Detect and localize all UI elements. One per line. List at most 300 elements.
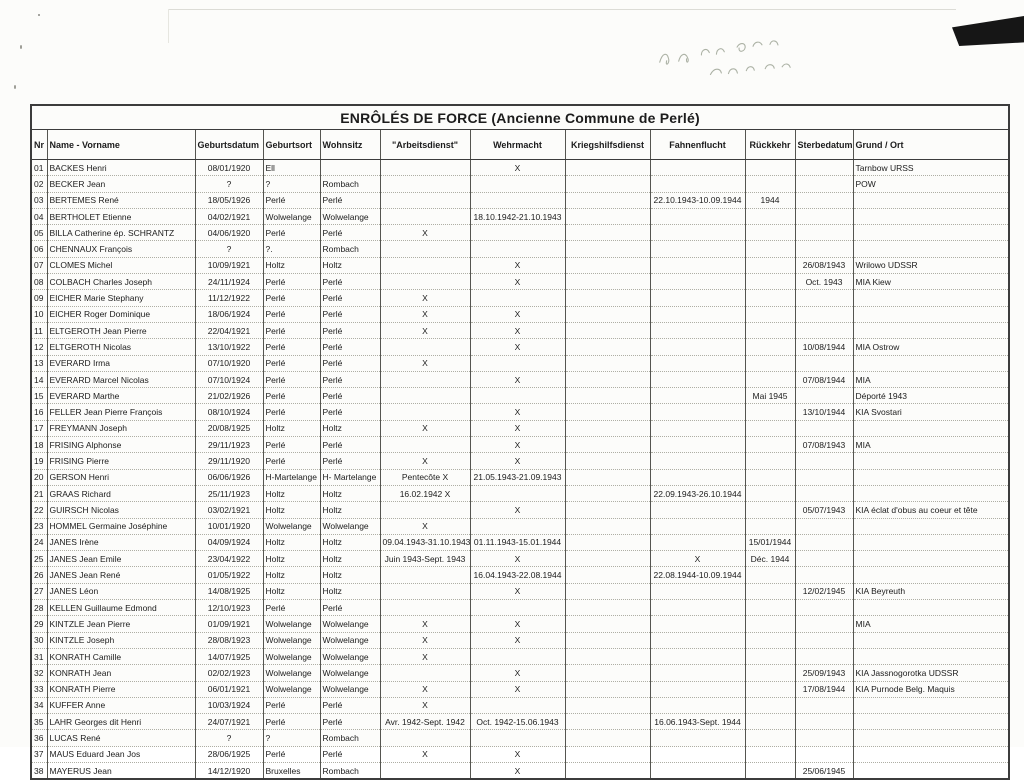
table-row bbox=[31, 306, 1009, 322]
table-cell bbox=[320, 160, 380, 176]
table-cell: HOMMEL Germaine Joséphine bbox=[47, 518, 195, 534]
table-cell: Holtz bbox=[320, 257, 380, 273]
table-cell bbox=[650, 241, 745, 257]
row-number-cell: 07 bbox=[31, 257, 47, 273]
table-cell: X bbox=[380, 616, 470, 632]
row-number-cell: 11 bbox=[31, 322, 47, 338]
row-number-cell: 34 bbox=[31, 697, 47, 713]
table-row bbox=[31, 485, 1009, 501]
column-header: Geburtsort bbox=[263, 130, 320, 160]
table-cell: 01/05/1922 bbox=[195, 567, 263, 583]
table-cell: KIA éclat d'obus au coeur et tête bbox=[853, 502, 1009, 518]
table-cell: H-Martelange bbox=[263, 469, 320, 485]
table-cell bbox=[745, 241, 795, 257]
table-cell bbox=[745, 160, 795, 176]
column-header: Grund / Ort bbox=[853, 130, 1009, 160]
table-cell: 12/10/1923 bbox=[195, 600, 263, 616]
table-cell: BILLA Catherine ép. SCHRANTZ bbox=[47, 225, 195, 241]
table-cell: Perlé bbox=[320, 746, 380, 762]
table-cell: 15/01/1944 bbox=[745, 534, 795, 550]
table-cell bbox=[795, 355, 853, 371]
column-header: Nr bbox=[31, 130, 47, 160]
table-cell: Holtz bbox=[320, 420, 380, 436]
table-cell bbox=[745, 648, 795, 664]
table-cell bbox=[795, 714, 853, 730]
table-cell: BECKER Jean bbox=[47, 176, 195, 192]
table-cell bbox=[853, 290, 1009, 306]
table-cell: 28/06/1925 bbox=[195, 746, 263, 762]
row-number-cell: 15 bbox=[31, 388, 47, 404]
table-cell bbox=[565, 632, 650, 648]
table-cell bbox=[795, 632, 853, 648]
table-cell bbox=[565, 306, 650, 322]
table-cell: ? bbox=[195, 176, 263, 192]
table-cell bbox=[745, 518, 795, 534]
table-cell: GERSON Henri bbox=[47, 469, 195, 485]
table-cell bbox=[795, 730, 853, 746]
table-cell: EICHER Marie Stephany bbox=[47, 290, 195, 306]
table-cell bbox=[380, 208, 470, 224]
table-cell bbox=[650, 648, 745, 664]
table-cell: Wolwelange bbox=[263, 632, 320, 648]
table-row bbox=[31, 192, 1009, 208]
table-cell: Bruxelles bbox=[263, 762, 320, 779]
table-cell bbox=[853, 192, 1009, 208]
table-cell bbox=[565, 274, 650, 290]
table-row bbox=[31, 567, 1009, 583]
table-cell: ?. bbox=[263, 241, 320, 257]
table-cell: 12/02/1945 bbox=[795, 583, 853, 599]
row-number-cell: 05 bbox=[31, 225, 47, 241]
table-cell: Wrilowo UDSSR bbox=[853, 257, 1009, 273]
table-row bbox=[31, 355, 1009, 371]
row-number-cell: 25 bbox=[31, 551, 47, 567]
table-row bbox=[31, 453, 1009, 469]
table-cell: EICHER Roger Dominique bbox=[47, 306, 195, 322]
table-cell: Perlé bbox=[320, 290, 380, 306]
table-cell: Holtz bbox=[320, 502, 380, 518]
row-number-cell: 26 bbox=[31, 567, 47, 583]
row-number-cell: 31 bbox=[31, 648, 47, 664]
table-cell: MIA Kiew bbox=[853, 274, 1009, 290]
table-cell: X bbox=[380, 697, 470, 713]
table-cell bbox=[380, 176, 470, 192]
table-cell: Déc. 1944 bbox=[745, 551, 795, 567]
table-cell: Rombach bbox=[320, 730, 380, 746]
table-cell: Perlé bbox=[263, 225, 320, 241]
table-cell: X bbox=[380, 518, 470, 534]
sheet-edge-line bbox=[168, 9, 169, 43]
page-title: ENRÔLÉS DE FORCE (Ancienne Commune de Perlé) bbox=[31, 105, 1009, 130]
table-cell bbox=[650, 518, 745, 534]
table-row bbox=[31, 160, 1009, 176]
table-cell: 10/03/1924 bbox=[195, 697, 263, 713]
row-number-cell: 33 bbox=[31, 681, 47, 697]
table-cell bbox=[795, 616, 853, 632]
table-row bbox=[31, 371, 1009, 387]
table-cell: 22/04/1921 bbox=[195, 322, 263, 338]
table-row bbox=[31, 551, 1009, 567]
table-cell bbox=[650, 274, 745, 290]
table-cell: Perlé bbox=[320, 404, 380, 420]
table-cell: Holtz bbox=[320, 551, 380, 567]
table-cell bbox=[650, 160, 745, 176]
table-cell: 29/11/1920 bbox=[195, 453, 263, 469]
table-cell bbox=[565, 551, 650, 567]
table-cell: ? bbox=[195, 730, 263, 746]
row-number-cell: 01 bbox=[31, 160, 47, 176]
table-cell bbox=[853, 567, 1009, 583]
table-cell: Perlé bbox=[263, 600, 320, 616]
table-cell bbox=[380, 567, 470, 583]
table-cell: Holtz bbox=[263, 567, 320, 583]
table-cell bbox=[565, 583, 650, 599]
table-cell: Perlé bbox=[320, 192, 380, 208]
table-cell bbox=[795, 600, 853, 616]
table-cell: Perlé bbox=[263, 371, 320, 387]
table-cell bbox=[853, 469, 1009, 485]
table-cell bbox=[745, 502, 795, 518]
row-number-cell: 23 bbox=[31, 518, 47, 534]
table-cell bbox=[745, 339, 795, 355]
table-cell: Perlé bbox=[263, 437, 320, 453]
table-cell bbox=[380, 600, 470, 616]
table-cell bbox=[565, 648, 650, 664]
table-cell: 18/05/1926 bbox=[195, 192, 263, 208]
table-cell bbox=[565, 616, 650, 632]
table-cell bbox=[470, 241, 565, 257]
table-cell: Perlé bbox=[263, 697, 320, 713]
table-cell: 22.09.1943-26.10.1944 bbox=[650, 485, 745, 501]
table-cell bbox=[853, 600, 1009, 616]
table-cell bbox=[795, 746, 853, 762]
table-cell: Rombach bbox=[320, 176, 380, 192]
column-header: "Arbeitsdienst" bbox=[380, 130, 470, 160]
table-cell: 07/10/1924 bbox=[195, 371, 263, 387]
table-cell: 10/08/1944 bbox=[795, 339, 853, 355]
row-number-cell: 24 bbox=[31, 534, 47, 550]
table-cell: 04/09/1924 bbox=[195, 534, 263, 550]
table-cell: X bbox=[470, 583, 565, 599]
table-cell bbox=[853, 746, 1009, 762]
table-cell bbox=[565, 697, 650, 713]
table-cell: Holtz bbox=[263, 583, 320, 599]
table-cell bbox=[650, 697, 745, 713]
table-cell: X bbox=[470, 665, 565, 681]
table-cell bbox=[650, 339, 745, 355]
table-cell: X bbox=[470, 322, 565, 338]
table-cell: Rombach bbox=[320, 241, 380, 257]
table-cell: 29/11/1923 bbox=[195, 437, 263, 453]
column-header: Kriegshilfsdienst bbox=[565, 130, 650, 160]
table-cell: MAUS Eduard Jean Jos bbox=[47, 746, 195, 762]
table-cell: ELTGEROTH Nicolas bbox=[47, 339, 195, 355]
table-row bbox=[31, 762, 1009, 779]
table-cell: X bbox=[380, 746, 470, 762]
table-cell bbox=[795, 290, 853, 306]
table-cell: 21.05.1943-21.09.1943 bbox=[470, 469, 565, 485]
table-cell bbox=[565, 339, 650, 355]
table-cell bbox=[565, 355, 650, 371]
row-number-cell: 14 bbox=[31, 371, 47, 387]
table-cell: KONRATH Camille bbox=[47, 648, 195, 664]
table-cell bbox=[745, 681, 795, 697]
table-cell bbox=[795, 192, 853, 208]
table-cell: ? bbox=[195, 241, 263, 257]
table-cell bbox=[745, 306, 795, 322]
table-row bbox=[31, 290, 1009, 306]
table-cell bbox=[565, 469, 650, 485]
table-cell bbox=[470, 225, 565, 241]
table-cell: H- Martelange bbox=[320, 469, 380, 485]
table-cell bbox=[470, 648, 565, 664]
table-cell: Perlé bbox=[320, 714, 380, 730]
table-cell bbox=[470, 485, 565, 501]
table-cell bbox=[853, 730, 1009, 746]
table-cell bbox=[650, 371, 745, 387]
column-header: Fahnenflucht bbox=[650, 130, 745, 160]
table-cell bbox=[565, 420, 650, 436]
table-cell: Wolwelange bbox=[263, 518, 320, 534]
table-cell bbox=[745, 453, 795, 469]
table-cell: 14/08/1925 bbox=[195, 583, 263, 599]
table-cell bbox=[565, 371, 650, 387]
table-cell: JANES Jean René bbox=[47, 567, 195, 583]
table-cell bbox=[745, 665, 795, 681]
table-row bbox=[31, 388, 1009, 404]
table-cell bbox=[565, 208, 650, 224]
table-cell: Perlé bbox=[320, 322, 380, 338]
sheet-edge-line bbox=[168, 9, 956, 10]
table-cell: X bbox=[380, 453, 470, 469]
table-cell: X bbox=[470, 404, 565, 420]
table-row bbox=[31, 746, 1009, 762]
table-cell bbox=[380, 339, 470, 355]
row-number-cell: 10 bbox=[31, 306, 47, 322]
table-cell: 08/01/1920 bbox=[195, 160, 263, 176]
table-row bbox=[31, 534, 1009, 550]
table-cell bbox=[745, 746, 795, 762]
table-cell: 25/09/1943 bbox=[795, 665, 853, 681]
table-cell bbox=[565, 388, 650, 404]
table-cell: EVERARD Marcel Nicolas bbox=[47, 371, 195, 387]
table-cell: X bbox=[470, 437, 565, 453]
table-cell: 04/06/1920 bbox=[195, 225, 263, 241]
table-cell bbox=[650, 225, 745, 241]
table-cell: 03/02/1921 bbox=[195, 502, 263, 518]
table-cell: BERTEMES René bbox=[47, 192, 195, 208]
table-cell: EVERARD Marthe bbox=[47, 388, 195, 404]
table-cell: MIA bbox=[853, 437, 1009, 453]
table-cell: Wolwelange bbox=[263, 208, 320, 224]
table-row bbox=[31, 437, 1009, 453]
table-cell bbox=[565, 176, 650, 192]
table-cell: 06/01/1921 bbox=[195, 681, 263, 697]
table-cell bbox=[745, 208, 795, 224]
table-cell: X bbox=[470, 681, 565, 697]
table-row bbox=[31, 681, 1009, 697]
table-cell: MIA bbox=[853, 616, 1009, 632]
table-cell: COLBACH Charles Joseph bbox=[47, 274, 195, 290]
table-cell: 07/08/1943 bbox=[795, 437, 853, 453]
table-cell: X bbox=[470, 371, 565, 387]
table-cell: 02/02/1923 bbox=[195, 665, 263, 681]
table-cell bbox=[470, 730, 565, 746]
row-number-cell: 03 bbox=[31, 192, 47, 208]
table-cell: FRISING Alphonse bbox=[47, 437, 195, 453]
table-cell bbox=[853, 714, 1009, 730]
table-cell: Perlé bbox=[263, 388, 320, 404]
table-cell: 04/02/1921 bbox=[195, 208, 263, 224]
table-cell bbox=[650, 681, 745, 697]
table-cell: KELLEN Guillaume Edmond bbox=[47, 600, 195, 616]
table-cell bbox=[565, 290, 650, 306]
table-cell: X bbox=[380, 355, 470, 371]
table-cell bbox=[853, 420, 1009, 436]
table-cell: CHENNAUX François bbox=[47, 241, 195, 257]
table-row bbox=[31, 502, 1009, 518]
table-cell: X bbox=[380, 632, 470, 648]
table-cell bbox=[650, 420, 745, 436]
table-cell: 07/08/1944 bbox=[795, 371, 853, 387]
table-cell bbox=[650, 534, 745, 550]
table-cell bbox=[650, 290, 745, 306]
table-cell bbox=[745, 485, 795, 501]
table-row bbox=[31, 632, 1009, 648]
table-cell: KIA Beyreuth bbox=[853, 583, 1009, 599]
table-cell: Perlé bbox=[263, 274, 320, 290]
table-cell: 06/06/1926 bbox=[195, 469, 263, 485]
table-row bbox=[31, 257, 1009, 273]
table-cell: Déporté 1943 bbox=[853, 388, 1009, 404]
table-cell: Holtz bbox=[263, 534, 320, 550]
table-cell bbox=[795, 176, 853, 192]
table-row bbox=[31, 583, 1009, 599]
table-cell: X bbox=[650, 551, 745, 567]
table-cell: 21/02/1926 bbox=[195, 388, 263, 404]
table-cell: Perlé bbox=[263, 355, 320, 371]
table-cell: 28/08/1923 bbox=[195, 632, 263, 648]
table-row bbox=[31, 714, 1009, 730]
table-cell: Wolwelange bbox=[320, 648, 380, 664]
table-cell: 1944 bbox=[745, 192, 795, 208]
table-cell bbox=[745, 762, 795, 779]
column-header: Geburtsdatum bbox=[195, 130, 263, 160]
table-cell: 05/07/1943 bbox=[795, 502, 853, 518]
row-number-cell: 19 bbox=[31, 453, 47, 469]
table-cell bbox=[853, 762, 1009, 779]
table-cell bbox=[565, 404, 650, 420]
table-cell bbox=[745, 355, 795, 371]
table-cell: 10/09/1921 bbox=[195, 257, 263, 273]
table-cell bbox=[795, 225, 853, 241]
table-cell bbox=[565, 192, 650, 208]
row-number-cell: 17 bbox=[31, 420, 47, 436]
table-cell: Perlé bbox=[263, 339, 320, 355]
table-row bbox=[31, 274, 1009, 290]
table-cell: Wolwelange bbox=[320, 616, 380, 632]
table-cell bbox=[745, 225, 795, 241]
table-cell: X bbox=[470, 160, 565, 176]
table-cell bbox=[795, 648, 853, 664]
table-cell bbox=[650, 502, 745, 518]
table-cell bbox=[470, 176, 565, 192]
table-cell: Perlé bbox=[320, 306, 380, 322]
table-cell bbox=[565, 714, 650, 730]
table-cell bbox=[650, 746, 745, 762]
table-row bbox=[31, 208, 1009, 224]
table-cell: Mai 1945 bbox=[745, 388, 795, 404]
table-cell: 11/12/1922 bbox=[195, 290, 263, 306]
table-cell bbox=[650, 762, 745, 779]
table-cell: 24/07/1921 bbox=[195, 714, 263, 730]
table-cell bbox=[565, 762, 650, 779]
table-cell: Pentecôte X bbox=[380, 469, 470, 485]
table-cell: X bbox=[470, 339, 565, 355]
table-cell: KUFFER Anne bbox=[47, 697, 195, 713]
table-cell: EVERARD Irma bbox=[47, 355, 195, 371]
table-cell: X bbox=[380, 306, 470, 322]
table-cell bbox=[380, 241, 470, 257]
table-cell bbox=[380, 502, 470, 518]
table-cell: X bbox=[380, 648, 470, 664]
table-cell bbox=[795, 306, 853, 322]
table-cell: 17/08/1944 bbox=[795, 681, 853, 697]
table-cell bbox=[745, 697, 795, 713]
scan-corner-artifact bbox=[952, 16, 1024, 46]
table-cell bbox=[795, 518, 853, 534]
table-cell bbox=[470, 697, 565, 713]
table-cell: 23/04/1922 bbox=[195, 551, 263, 567]
table-cell bbox=[650, 355, 745, 371]
table-cell bbox=[745, 714, 795, 730]
table-cell bbox=[853, 306, 1009, 322]
table-cell bbox=[853, 697, 1009, 713]
table-cell: 24/11/1924 bbox=[195, 274, 263, 290]
table-cell: Wolwelange bbox=[320, 208, 380, 224]
table-cell: Juin 1943-Sept. 1943 bbox=[380, 551, 470, 567]
table-cell: Perlé bbox=[263, 714, 320, 730]
table-row bbox=[31, 648, 1009, 664]
column-header: Sterbedatum bbox=[795, 130, 853, 160]
table-cell: Holtz bbox=[320, 485, 380, 501]
table-cell: Perlé bbox=[263, 453, 320, 469]
table-cell: X bbox=[380, 420, 470, 436]
table-cell bbox=[650, 437, 745, 453]
table-cell bbox=[565, 160, 650, 176]
table-cell bbox=[470, 600, 565, 616]
table-cell bbox=[745, 404, 795, 420]
table-cell: KINTZLE Jean Pierre bbox=[47, 616, 195, 632]
table-cell bbox=[650, 257, 745, 273]
table-cell: 25/11/1923 bbox=[195, 485, 263, 501]
table-cell bbox=[380, 388, 470, 404]
table-cell: Wolwelange bbox=[263, 681, 320, 697]
table-cell bbox=[745, 176, 795, 192]
table-cell: KIA Svostari bbox=[853, 404, 1009, 420]
table-cell: 01.11.1943-15.01.1944 bbox=[470, 534, 565, 550]
table-cell: Perlé bbox=[263, 290, 320, 306]
column-header: Name - Vorname bbox=[47, 130, 195, 160]
table-cell: Oct. 1943 bbox=[795, 274, 853, 290]
row-number-cell: 21 bbox=[31, 485, 47, 501]
row-number-cell: 36 bbox=[31, 730, 47, 746]
table-cell: Wolwelange bbox=[320, 665, 380, 681]
table-cell: Perlé bbox=[263, 404, 320, 420]
table-row bbox=[31, 665, 1009, 681]
table-cell: MAYERUS Jean bbox=[47, 762, 195, 779]
table-cell: X bbox=[470, 762, 565, 779]
